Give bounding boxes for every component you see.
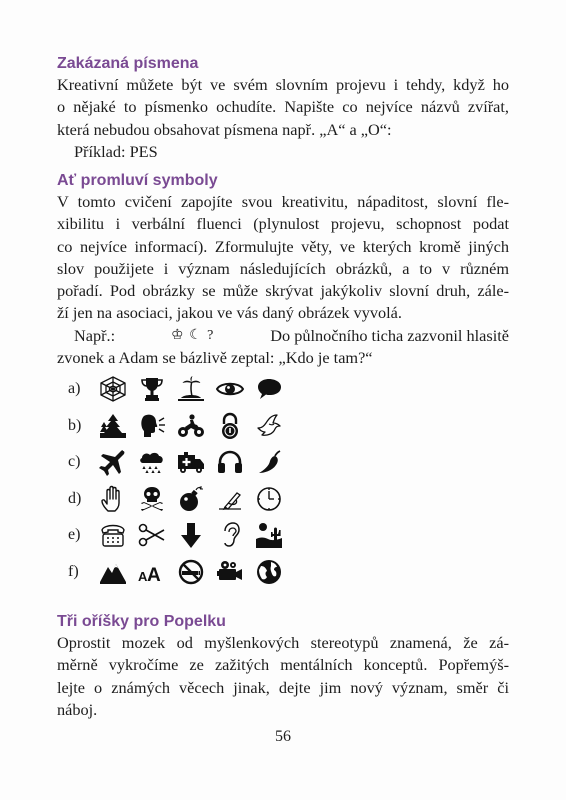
dove-icon bbox=[250, 411, 288, 441]
paragraph-line: která nebudou obsahovat písmena např. „A“ a „O“: bbox=[57, 119, 392, 139]
symbol-row bbox=[68, 371, 289, 408]
rain-cloud-icon bbox=[133, 447, 171, 477]
globe-icon bbox=[250, 557, 288, 587]
no-smoking-icon bbox=[172, 557, 210, 587]
example-prefix: Např.: bbox=[74, 325, 116, 345]
hand-icon bbox=[94, 484, 132, 514]
font-size-icon bbox=[133, 557, 171, 587]
section-title-symbols: Ať promluví symboly bbox=[57, 172, 218, 189]
section-body-three-nuts bbox=[57, 632, 509, 721]
paragraph-line: náboj. bbox=[57, 699, 98, 719]
paragraph-line: V tomto cvičení zapojíte svou kreativitu, nápaditost, slovní fle- bbox=[57, 192, 509, 211]
forest-icon bbox=[94, 411, 132, 441]
example-symbols: ♔ ☾ ? bbox=[171, 327, 215, 343]
airplane-icon bbox=[94, 447, 132, 477]
paragraph-line: o nějaké to písmenko ochudíte. Napište co nejvíce názvů zvířat, bbox=[57, 97, 509, 117]
desert-icon bbox=[250, 520, 288, 550]
paragraph-line: slov použijete i význam následujících obrázků, a to v různém bbox=[57, 258, 509, 278]
writing-hand-icon bbox=[211, 484, 249, 514]
symbol-row bbox=[68, 517, 289, 554]
down-arrow-icon bbox=[172, 520, 210, 550]
example-line: Příklad: PES bbox=[74, 141, 158, 161]
symbol-grid bbox=[68, 371, 289, 590]
row-label: a) bbox=[68, 380, 81, 398]
font-size-small-letter: A bbox=[138, 568, 148, 584]
video-camera-icon bbox=[211, 557, 249, 587]
scissors-icon bbox=[133, 520, 171, 550]
example-line-continued: zvonek a Adam se bázlivě zeptal: „Kdo je tam?“ bbox=[57, 348, 373, 368]
row-label: b) bbox=[68, 416, 82, 434]
paragraph-line: Kreativní můžete být ve svém slovním projevu i tehdy, když ho bbox=[57, 75, 509, 94]
paragraph-line: měrně vykročíme ze zažitých mentálních konceptů. Popřemýš- bbox=[57, 655, 509, 675]
headphones-icon bbox=[211, 447, 249, 477]
section-title-forbidden-letters: Zakázaná písmena bbox=[57, 55, 199, 72]
font-size-large-letter: A bbox=[147, 564, 161, 586]
mountains-icon bbox=[94, 557, 132, 587]
section-body-symbols bbox=[57, 191, 509, 369]
skull-crossbones-icon bbox=[133, 484, 171, 514]
row-label: e) bbox=[68, 526, 81, 544]
paragraph-line: xibilitu i verbální fluenci (plynulost projevu, schopnost podat bbox=[57, 214, 509, 234]
eye-icon bbox=[211, 374, 249, 404]
ear-icon bbox=[211, 520, 249, 550]
telephone-icon bbox=[94, 520, 132, 550]
chili-pepper-icon bbox=[250, 447, 288, 477]
row-label: d) bbox=[68, 489, 82, 507]
page-number: 56 bbox=[275, 728, 291, 745]
symbol-row bbox=[68, 554, 289, 591]
speaking-head-icon bbox=[133, 411, 171, 441]
ambulance-icon bbox=[172, 447, 210, 477]
row-label: f) bbox=[68, 562, 79, 580]
symbol-row bbox=[68, 481, 289, 518]
symbol-row bbox=[68, 408, 289, 445]
motorcyclist-icon bbox=[172, 411, 210, 441]
example-line bbox=[57, 325, 509, 347]
paragraph-line: co nejvíce informací). Zformulujte věty, ve kterých kromě jiných bbox=[57, 236, 509, 256]
speech-bubble-icon bbox=[250, 374, 288, 404]
bomb-icon bbox=[172, 484, 210, 514]
paragraph-line: lejte o známých věcech jinak, dejte jim nový význam, směr či bbox=[57, 677, 509, 697]
paragraph-line: Oprostit mozek od myšlenkových stereotypů znamená, že zá- bbox=[57, 633, 509, 652]
row-label: c) bbox=[68, 453, 81, 471]
section-body-forbidden-letters bbox=[57, 74, 509, 163]
trophy-icon bbox=[133, 374, 171, 404]
island-icon bbox=[172, 374, 210, 404]
paragraph-line: pořadí. Pod obrázky se může skrývat jakýkoliv slovní druh, zále- bbox=[57, 281, 509, 301]
paragraph-line: ží jen na asociaci, jakou ve vás daný obrázek vyvolá. bbox=[57, 303, 402, 323]
section-title-three-nuts: Tři oříšky pro Popelku bbox=[57, 613, 226, 630]
spiderweb-icon bbox=[94, 374, 132, 404]
clock-icon bbox=[250, 484, 288, 514]
symbol-row bbox=[68, 444, 289, 481]
example-text: Do půlnočního ticha zazvonil hlasitě bbox=[270, 325, 509, 345]
padlock-icon bbox=[211, 411, 249, 441]
